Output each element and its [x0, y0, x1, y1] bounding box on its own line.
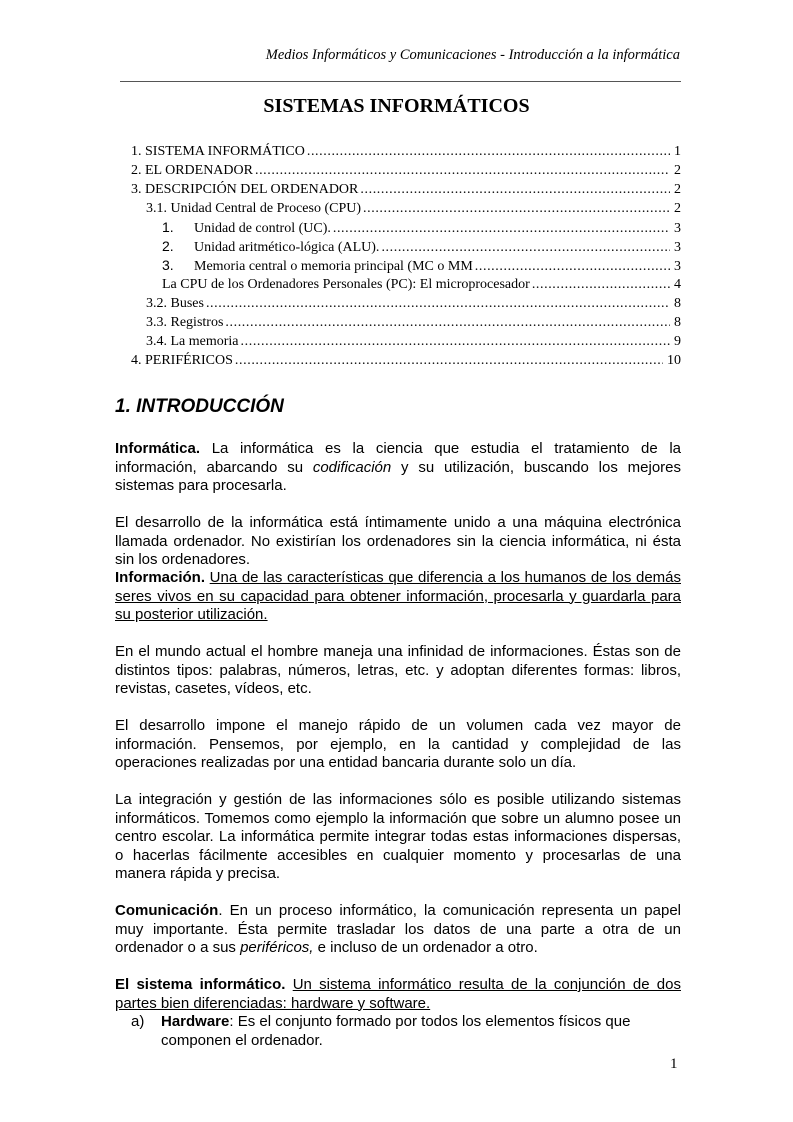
- toc-entry[interactable]: [131, 180, 681, 199]
- toc-entry-page: 8: [674, 296, 681, 311]
- toc-leader-dots: [360, 180, 670, 199]
- toc-leader-dots: [225, 313, 670, 332]
- toc-entry-label: 3.1. Unidad Central de Proceso (CPU): [146, 201, 362, 216]
- toc-entry-label: La CPU de los Ordenadores Personales (PC): El microprocesador: [162, 277, 530, 292]
- term-informacion: Información.: [115, 569, 206, 586]
- underlined-definition: Una de las características que diferencia a los humanos de los demás seres vivos en su capacidad para obtener información, procesarla y guardarla para su posterior utilización.: [115, 569, 681, 623]
- toc-entry[interactable]: [162, 256, 681, 275]
- toc-entry[interactable]: [131, 161, 681, 180]
- paragraph-informatica: [115, 440, 681, 496]
- toc-entry-page: 9: [674, 334, 681, 349]
- toc-leader-dots: [255, 161, 670, 180]
- paragraph-text: La informática es la ciencia que estudia el tratamiento de la información, abarcando su: [115, 440, 681, 476]
- paragraph-desarrollo-impone: El desarrollo impone el manejo rápido de un volumen cada vez mayor de información. Pensemos, por ejemplo, en la cantidad y complejidad de las operaciones realizadas por una entidad bancaria durante solo un día.: [115, 717, 681, 771]
- toc-entry-label: Memoria central o memoria principal (MC o MM: [194, 259, 473, 274]
- document-title: SISTEMAS INFORMÁTICOS: [263, 95, 530, 117]
- paragraph-sistema-informatico: [115, 976, 681, 1013]
- toc-entry-number: 1.: [162, 219, 174, 235]
- term-informatica: Informática.: [115, 440, 201, 457]
- running-header: Medios Informáticos y Comunicaciones - Introducción a la informática: [265, 47, 680, 63]
- paragraph-informacion: [115, 569, 681, 625]
- toc-leader-dots: [475, 257, 670, 275]
- toc-leader-dots: [333, 219, 670, 237]
- toc-entry[interactable]: [146, 199, 681, 218]
- toc-entry-page: 4: [674, 277, 681, 292]
- page-number: 1: [670, 1056, 678, 1072]
- list-item-hardware: [131, 1013, 681, 1050]
- term-sistema-informatico: El sistema informático.: [115, 976, 286, 993]
- toc-entry-page: 2: [674, 201, 681, 216]
- toc-entry-label: Unidad aritmético-lógica (ALU).: [194, 240, 380, 255]
- toc-entry-label: 2. EL ORDENADOR: [131, 163, 253, 178]
- toc-entry[interactable]: [162, 275, 681, 294]
- toc-entry-label: 3.3. Registros: [146, 315, 224, 330]
- term-hardware: Hardware: [161, 1013, 230, 1030]
- toc-leader-dots: [363, 199, 670, 218]
- toc-entry-page: 8: [674, 315, 681, 330]
- toc-entry-label: 3.2. Buses: [146, 296, 204, 311]
- paragraph-integracion: La integración y gestión de las informaciones sólo es posible utilizando sistemas informáticos. Tomemos como ejemplo la información que sobre un alumno posee un centro escolar. La informática permite integrar todas estas informaciones dispersas, o hacerlas fácilmente accesibles en cualquier momento y procesarlas de una manera rápida y precisa.: [115, 791, 681, 882]
- toc-entry-label: 3.4. La memoria: [146, 334, 239, 349]
- toc-entry[interactable]: [146, 332, 681, 351]
- toc-leader-dots: [307, 142, 670, 161]
- toc-entry[interactable]: [162, 237, 681, 256]
- toc-entry-page: 1: [674, 144, 681, 159]
- toc-entry-page: 2: [674, 182, 681, 197]
- header-divider: [120, 81, 681, 82]
- paragraph-text: . En un proceso informático, la comunicación representa un papel muy importante. Ésta permite trasladar los datos de una parte a otra de un ordenador o a sus: [115, 902, 681, 956]
- toc-entry-page: 3: [674, 221, 681, 236]
- underlined-definition: Un sistema informático resulta de la conjunción de dos partes bien diferenciadas: hardware y software.: [115, 976, 681, 1012]
- toc-leader-dots: [381, 238, 670, 256]
- toc-entry-label: 4. PERIFÉRICOS: [131, 353, 233, 368]
- section-heading: 1. INTRODUCCIÓN: [115, 396, 284, 417]
- toc-entry[interactable]: [131, 142, 681, 161]
- term-comunicacion: Comunicación: [115, 902, 219, 919]
- toc-entry-number: 3.: [162, 257, 174, 273]
- paragraph-comunicacion: [115, 902, 681, 958]
- paragraph-text: y su utilización, buscando los mejores sistemas para procesarla.: [115, 458, 681, 494]
- toc-entry-page: 2: [674, 163, 681, 178]
- toc-leader-dots: [235, 351, 663, 370]
- toc-entry[interactable]: [131, 351, 681, 370]
- italic-term: periféricos,: [240, 939, 314, 956]
- italic-term: codificación: [312, 458, 392, 476]
- toc-leader-dots: [532, 275, 670, 294]
- toc-leader-dots: [241, 332, 670, 351]
- toc-entry-page: 3: [674, 259, 681, 274]
- toc-leader-dots: [206, 294, 670, 313]
- paragraph-mundo-actual: En el mundo actual el hombre maneja una infinidad de informaciones. Éstas son de distintos tipos: palabras, números, letras, etc. y adoptan diferentes formas: libros, revistas, casetes, vídeos, etc.: [115, 643, 681, 697]
- toc-entry[interactable]: [146, 313, 681, 332]
- list-marker: a): [131, 1013, 145, 1030]
- toc-entry-page: 3: [674, 240, 681, 255]
- toc-entry-label: 3. DESCRIPCIÓN DEL ORDENADOR: [131, 182, 359, 197]
- paragraph-desarrollo: El desarrollo de la informática está íntimamente unido a una máquina electrónica llamada ordenador. No existirían los ordenadores sin la ciencia informática, ni ésta sin los ordenadores.: [115, 514, 681, 568]
- list-item-text: : Es el conjunto formado por todos los elementos físicos que: [229, 1013, 631, 1030]
- toc-entry-number: 2.: [162, 238, 174, 254]
- list-item-text-continued: componen el ordenador.: [161, 1031, 323, 1049]
- toc-entry-label: Unidad de control (UC).: [194, 221, 331, 236]
- toc-entry-label: 1. SISTEMA INFORMÁTICO: [131, 144, 305, 159]
- toc-entry[interactable]: [162, 218, 681, 237]
- toc-entry-page: 10: [667, 353, 681, 368]
- paragraph-text: e incluso de un ordenador a otro.: [313, 939, 538, 956]
- toc-entry[interactable]: [146, 294, 681, 313]
